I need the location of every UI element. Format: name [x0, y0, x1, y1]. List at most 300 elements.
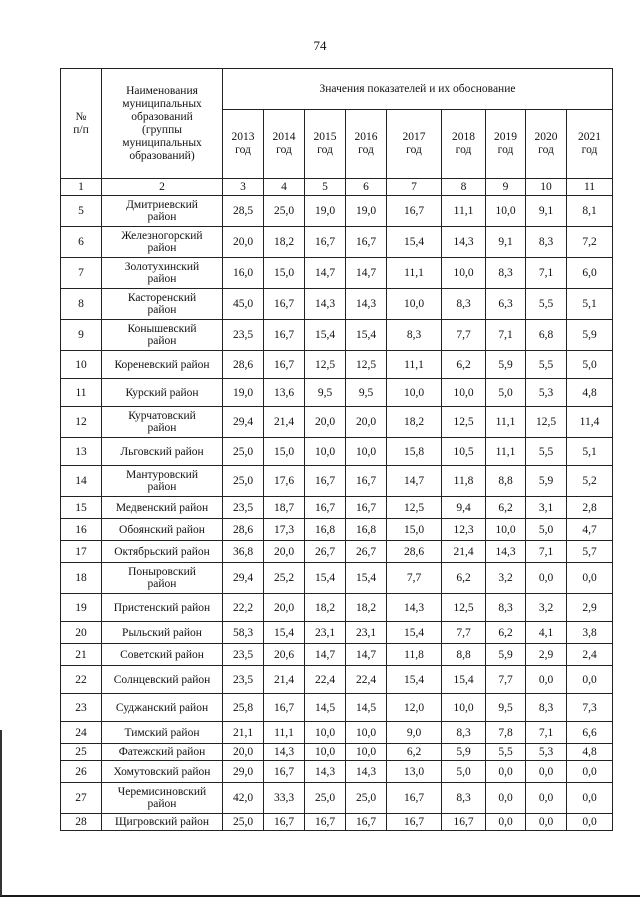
value-cell: 10,0 — [387, 289, 442, 320]
municipality-name-text: Касторенский район — [127, 292, 197, 316]
value-cell: 16,7 — [264, 320, 305, 351]
column-index-cell: 7 — [387, 179, 442, 196]
value-cell: 7,2 — [567, 227, 613, 258]
value-cell: 23,1 — [305, 622, 346, 644]
value-cell: 15,4 — [346, 563, 387, 594]
value-cell: 23,5 — [223, 497, 264, 519]
value-cell: 20,0 — [264, 541, 305, 563]
municipality-name-text: Тимский район — [124, 726, 200, 739]
value-cell: 11,1 — [442, 196, 486, 227]
value-cell: 23,1 — [346, 622, 387, 644]
value-cell: 11,1 — [264, 722, 305, 744]
value-cell: 23,5 — [223, 644, 264, 666]
value-cell: 14,3 — [346, 289, 387, 320]
value-cell: 5,5 — [526, 438, 567, 466]
municipality-name-cell — [102, 744, 223, 761]
value-cell: 0,0 — [567, 563, 613, 594]
value-cell: 6,0 — [567, 258, 613, 289]
value-cell: 12,3 — [442, 519, 486, 541]
value-cell: 7,8 — [486, 722, 526, 744]
value-cell: 10,5 — [442, 438, 486, 466]
municipality-name-cell — [102, 666, 223, 694]
col-header-year-text: 2021 год — [578, 131, 601, 156]
value-cell: 5,1 — [567, 438, 613, 466]
municipality-name-cell — [102, 761, 223, 783]
table-row — [61, 289, 613, 320]
municipality-name-text: Щигровский район — [114, 816, 210, 828]
value-cell: 23,5 — [223, 666, 264, 694]
col-header-year-text: 2016 год — [354, 131, 378, 156]
value-cell: 16,7 — [387, 783, 442, 814]
value-cell: 0,0 — [526, 761, 567, 783]
value-cell: 14,3 — [442, 227, 486, 258]
value-cell: 15,4 — [387, 622, 442, 644]
value-cell: 17,6 — [264, 466, 305, 497]
value-cell: 5,5 — [486, 744, 526, 761]
value-cell: 8,3 — [442, 722, 486, 744]
value-cell: 6,2 — [387, 744, 442, 761]
table-row — [61, 258, 613, 289]
municipality-name-text: Железногорский район — [121, 230, 203, 254]
table-row — [61, 644, 613, 666]
table-row — [61, 379, 613, 407]
column-index-cell: 5 — [305, 179, 346, 196]
value-cell: 16,0 — [223, 258, 264, 289]
row-number-cell: 15 — [61, 497, 102, 519]
row-number-cell: 11 — [61, 379, 102, 407]
value-cell: 8,3 — [526, 227, 567, 258]
value-cell: 2,8 — [567, 497, 613, 519]
value-cell: 14,3 — [305, 761, 346, 783]
municipality-name-cell — [102, 814, 223, 831]
value-cell: 16,7 — [442, 814, 486, 831]
value-cell: 6,8 — [526, 320, 567, 351]
value-cell: 5,9 — [567, 320, 613, 351]
value-cell: 23,5 — [223, 320, 264, 351]
value-cell: 0,0 — [526, 783, 567, 814]
value-cell: 8,3 — [486, 594, 526, 622]
value-cell: 20,0 — [223, 744, 264, 761]
value-cell: 8,3 — [442, 783, 486, 814]
value-cell: 22,2 — [223, 594, 264, 622]
row-number-cell: 20 — [61, 622, 102, 644]
municipality-name-text: Рыльский район — [122, 626, 202, 639]
value-cell: 11,8 — [442, 466, 486, 497]
value-cell: 14,5 — [305, 694, 346, 722]
value-cell: 10,0 — [346, 744, 387, 761]
municipality-name-text: Солнцевский район — [113, 673, 211, 686]
col-header-year-text: 2014 год — [272, 131, 296, 156]
value-cell: 0,0 — [486, 814, 526, 831]
value-cell: 26,7 — [346, 541, 387, 563]
value-cell: 16,7 — [305, 227, 346, 258]
value-cell: 25,0 — [264, 196, 305, 227]
value-cell: 16,7 — [346, 814, 387, 831]
value-cell: 16,7 — [305, 466, 346, 497]
value-cell: 16,8 — [305, 519, 346, 541]
value-cell: 10,0 — [346, 722, 387, 744]
value-cell: 0,0 — [486, 761, 526, 783]
value-cell: 12,5 — [305, 351, 346, 379]
row-number-cell: 23 — [61, 694, 102, 722]
value-cell: 8,3 — [442, 289, 486, 320]
value-cell: 15,0 — [264, 258, 305, 289]
table-row — [61, 227, 613, 258]
municipality-name-text: Суджанский район — [115, 701, 209, 714]
value-cell: 22,4 — [305, 666, 346, 694]
value-cell: 3,8 — [567, 622, 613, 644]
col-header-municipality — [102, 69, 223, 179]
value-cell: 21,4 — [264, 407, 305, 438]
table-row — [61, 666, 613, 694]
municipality-name-cell — [102, 438, 223, 466]
value-cell: 9,5 — [305, 379, 346, 407]
value-cell: 14,3 — [387, 594, 442, 622]
table-row — [61, 541, 613, 563]
value-cell: 10,0 — [442, 258, 486, 289]
row-number-cell: 17 — [61, 541, 102, 563]
municipality-name-cell — [102, 407, 223, 438]
value-cell: 5,0 — [442, 761, 486, 783]
table-row — [61, 320, 613, 351]
municipality-name-text: Курчатовский район — [128, 410, 196, 434]
value-cell: 58,3 — [223, 622, 264, 644]
column-index-cell: 9 — [486, 179, 526, 196]
municipality-name-cell — [102, 694, 223, 722]
value-cell: 33,3 — [264, 783, 305, 814]
municipality-name-text: Поныровский район — [128, 566, 196, 590]
value-cell: 17,3 — [264, 519, 305, 541]
value-cell: 6,2 — [486, 497, 526, 519]
col-header-year — [264, 110, 305, 179]
table-row — [61, 466, 613, 497]
value-cell: 3,1 — [526, 497, 567, 519]
column-index-cell: 11 — [567, 179, 613, 196]
municipality-name-cell — [102, 497, 223, 519]
municipality-name-cell — [102, 541, 223, 563]
value-cell: 5,9 — [442, 744, 486, 761]
value-cell: 4,8 — [567, 744, 613, 761]
value-cell: 14,5 — [346, 694, 387, 722]
value-cell: 5,0 — [486, 379, 526, 407]
value-cell: 19,0 — [305, 196, 346, 227]
value-cell: 12,5 — [526, 407, 567, 438]
row-number-cell: 25 — [61, 744, 102, 761]
value-cell: 10,0 — [486, 519, 526, 541]
municipality-name-cell — [102, 519, 223, 541]
scan-edge-bottom — [0, 895, 640, 897]
col-header-year-text: 2017 год — [402, 131, 426, 156]
value-cell: 7,1 — [526, 722, 567, 744]
value-cell: 16,8 — [346, 519, 387, 541]
row-number-cell: 8 — [61, 289, 102, 320]
value-cell: 0,0 — [567, 814, 613, 831]
value-cell: 16,7 — [264, 289, 305, 320]
row-number-cell: 13 — [61, 438, 102, 466]
value-cell: 8,3 — [486, 258, 526, 289]
value-cell: 8,1 — [567, 196, 613, 227]
municipality-name-text: Черемисиновский район — [117, 786, 207, 810]
municipality-name-cell — [102, 594, 223, 622]
col-header-year — [387, 110, 442, 179]
value-cell: 6,2 — [442, 351, 486, 379]
value-cell: 25,0 — [305, 783, 346, 814]
municipality-name-text: Кореневский район — [114, 358, 210, 371]
value-cell: 20,0 — [305, 407, 346, 438]
value-cell: 14,7 — [346, 258, 387, 289]
value-cell: 18,7 — [264, 497, 305, 519]
col-header-values-group: Значения показателей и их обоснование — [223, 69, 613, 110]
row-number-cell: 14 — [61, 466, 102, 497]
value-cell: 7,3 — [567, 694, 613, 722]
value-cell: 21,4 — [264, 666, 305, 694]
value-cell: 3,2 — [526, 594, 567, 622]
value-cell: 8,8 — [486, 466, 526, 497]
table-row — [61, 497, 613, 519]
value-cell: 25,0 — [223, 466, 264, 497]
row-number-cell: 5 — [61, 196, 102, 227]
value-cell: 9,0 — [387, 722, 442, 744]
value-cell: 15,4 — [305, 563, 346, 594]
value-cell: 25,2 — [264, 563, 305, 594]
value-cell: 16,7 — [305, 497, 346, 519]
municipality-name-text: Золотухинский район — [124, 261, 200, 285]
col-header-number — [61, 69, 102, 179]
value-cell: 4,1 — [526, 622, 567, 644]
row-number-cell: 10 — [61, 351, 102, 379]
value-cell: 12,5 — [346, 351, 387, 379]
value-cell: 9,5 — [346, 379, 387, 407]
value-cell: 9,1 — [486, 227, 526, 258]
table-row — [61, 744, 613, 761]
municipality-name-text: Мантуровский район — [126, 469, 198, 493]
value-cell: 28,6 — [223, 519, 264, 541]
municipality-name-cell — [102, 227, 223, 258]
value-cell: 12,5 — [442, 407, 486, 438]
table-row — [61, 814, 613, 831]
value-cell: 14,3 — [305, 289, 346, 320]
value-cell: 15,4 — [346, 320, 387, 351]
column-index-cell: 3 — [223, 179, 264, 196]
table-row — [61, 351, 613, 379]
municipality-name-cell — [102, 783, 223, 814]
col-header-year-text: 2015 год — [313, 131, 337, 156]
value-cell: 16,7 — [346, 466, 387, 497]
value-cell: 28,6 — [387, 541, 442, 563]
col-header-year — [442, 110, 486, 179]
col-header-number-text: № п/п — [73, 110, 89, 136]
municipality-name-text: Конышевский район — [127, 323, 197, 347]
value-cell: 3,2 — [486, 563, 526, 594]
value-cell: 25,0 — [223, 814, 264, 831]
value-cell: 16,7 — [264, 694, 305, 722]
value-cell: 18,2 — [264, 227, 305, 258]
value-cell: 15,8 — [387, 438, 442, 466]
municipality-name-text: Дмитриевский район — [126, 199, 198, 223]
col-header-year-text: 2018 год — [452, 131, 475, 156]
value-cell: 5,9 — [526, 466, 567, 497]
value-cell: 16,7 — [264, 351, 305, 379]
value-cell: 29,0 — [223, 761, 264, 783]
value-cell: 9,4 — [442, 497, 486, 519]
value-cell: 0,0 — [526, 666, 567, 694]
value-cell: 11,1 — [486, 407, 526, 438]
municipality-name-cell — [102, 289, 223, 320]
col-header-year — [486, 110, 526, 179]
value-cell: 45,0 — [223, 289, 264, 320]
value-cell: 9,1 — [526, 196, 567, 227]
value-cell: 5,5 — [526, 289, 567, 320]
value-cell: 25,0 — [223, 438, 264, 466]
value-cell: 26,7 — [305, 541, 346, 563]
municipality-name-text: Октябрьский район — [114, 545, 210, 558]
value-cell: 5,0 — [567, 351, 613, 379]
municipality-name-cell — [102, 466, 223, 497]
value-cell: 21,1 — [223, 722, 264, 744]
value-cell: 5,2 — [567, 466, 613, 497]
value-cell: 0,0 — [526, 814, 567, 831]
value-cell: 5,9 — [486, 644, 526, 666]
value-cell: 0,0 — [567, 666, 613, 694]
value-cell: 25,0 — [346, 783, 387, 814]
value-cell: 18,2 — [305, 594, 346, 622]
value-cell: 0,0 — [526, 563, 567, 594]
value-cell: 11,1 — [387, 258, 442, 289]
value-cell: 15,4 — [387, 666, 442, 694]
row-number-cell: 16 — [61, 519, 102, 541]
value-cell: 16,7 — [346, 227, 387, 258]
value-cell: 8,3 — [526, 694, 567, 722]
col-header-year — [305, 110, 346, 179]
value-cell: 28,6 — [223, 351, 264, 379]
value-cell: 16,7 — [387, 196, 442, 227]
value-cell: 2,9 — [567, 594, 613, 622]
table-row — [61, 783, 613, 814]
value-cell: 11,1 — [387, 351, 442, 379]
column-index-cell: 4 — [264, 179, 305, 196]
municipality-name-cell — [102, 722, 223, 744]
value-cell: 7,1 — [486, 320, 526, 351]
row-number-cell: 28 — [61, 814, 102, 831]
value-cell: 16,7 — [264, 761, 305, 783]
row-number-cell: 22 — [61, 666, 102, 694]
value-cell: 10,0 — [442, 694, 486, 722]
value-cell: 6,6 — [567, 722, 613, 744]
value-cell: 14,7 — [387, 466, 442, 497]
value-cell: 5,3 — [526, 379, 567, 407]
municipality-name-cell — [102, 622, 223, 644]
table-row — [61, 694, 613, 722]
row-number-cell: 21 — [61, 644, 102, 666]
value-cell: 10,0 — [387, 379, 442, 407]
value-cell: 7,7 — [442, 622, 486, 644]
value-cell: 9,5 — [486, 694, 526, 722]
value-cell: 29,4 — [223, 563, 264, 594]
municipality-name-cell — [102, 644, 223, 666]
value-cell: 10,0 — [305, 438, 346, 466]
value-cell: 36,8 — [223, 541, 264, 563]
column-index-cell: 2 — [102, 179, 223, 196]
table-row — [61, 519, 613, 541]
value-cell: 10,0 — [305, 722, 346, 744]
row-number-cell: 18 — [61, 563, 102, 594]
col-header-year — [223, 110, 264, 179]
value-cell: 12,0 — [387, 694, 442, 722]
row-number-cell: 9 — [61, 320, 102, 351]
value-cell: 15,4 — [305, 320, 346, 351]
value-cell: 20,0 — [223, 227, 264, 258]
value-cell: 5,7 — [567, 541, 613, 563]
column-index-cell: 6 — [346, 179, 387, 196]
value-cell: 16,7 — [346, 497, 387, 519]
row-number-cell: 6 — [61, 227, 102, 258]
municipality-name-cell — [102, 379, 223, 407]
value-cell: 7,1 — [526, 258, 567, 289]
value-cell: 28,5 — [223, 196, 264, 227]
scan-edge-left — [0, 730, 2, 896]
value-cell: 11,4 — [567, 407, 613, 438]
column-index-cell: 8 — [442, 179, 486, 196]
row-number-cell: 27 — [61, 783, 102, 814]
value-cell: 5,5 — [526, 351, 567, 379]
value-cell: 7,7 — [387, 563, 442, 594]
value-cell: 11,8 — [387, 644, 442, 666]
col-header-year-text: 2019 год — [494, 131, 517, 156]
municipality-name-text: Медвенский район — [115, 501, 209, 514]
value-cell: 14,3 — [264, 744, 305, 761]
municipality-name-text: Льговский район — [120, 445, 204, 458]
value-cell: 7,7 — [486, 666, 526, 694]
value-cell: 42,0 — [223, 783, 264, 814]
value-cell: 12,5 — [442, 594, 486, 622]
value-cell: 6,2 — [442, 563, 486, 594]
column-index-cell: 10 — [526, 179, 567, 196]
col-header-year — [526, 110, 567, 179]
municipality-name-text: Курский район — [125, 386, 199, 399]
value-cell: 0,0 — [486, 783, 526, 814]
col-header-year-text: 2020 год — [534, 131, 558, 156]
value-cell: 10,0 — [346, 438, 387, 466]
value-cell: 19,0 — [346, 196, 387, 227]
value-cell: 7,1 — [526, 541, 567, 563]
municipality-name-cell — [102, 351, 223, 379]
value-cell: 10,0 — [486, 196, 526, 227]
col-header-municipality-text: Наименования муниципальных образований (группы муниципальных образований) — [122, 84, 202, 162]
column-index-cell: 1 — [61, 179, 102, 196]
value-cell: 4,8 — [567, 379, 613, 407]
value-cell: 5,3 — [526, 744, 567, 761]
municipality-name-text: Хомутовский район — [113, 765, 211, 778]
table-row — [61, 722, 613, 744]
municipality-name-cell — [102, 258, 223, 289]
value-cell: 18,2 — [346, 594, 387, 622]
value-cell: 20,6 — [264, 644, 305, 666]
value-cell: 25,8 — [223, 694, 264, 722]
table-row — [61, 563, 613, 594]
value-cell: 2,4 — [567, 644, 613, 666]
table-row — [61, 407, 613, 438]
value-cell: 19,0 — [223, 379, 264, 407]
value-cell: 5,1 — [567, 289, 613, 320]
value-cell: 8,3 — [387, 320, 442, 351]
value-cell: 4,7 — [567, 519, 613, 541]
value-cell: 15,4 — [442, 666, 486, 694]
municipality-name-text: Советский район — [120, 648, 204, 661]
value-cell: 12,5 — [387, 497, 442, 519]
row-number-cell: 26 — [61, 761, 102, 783]
value-cell: 0,0 — [567, 761, 613, 783]
col-header-year — [346, 110, 387, 179]
